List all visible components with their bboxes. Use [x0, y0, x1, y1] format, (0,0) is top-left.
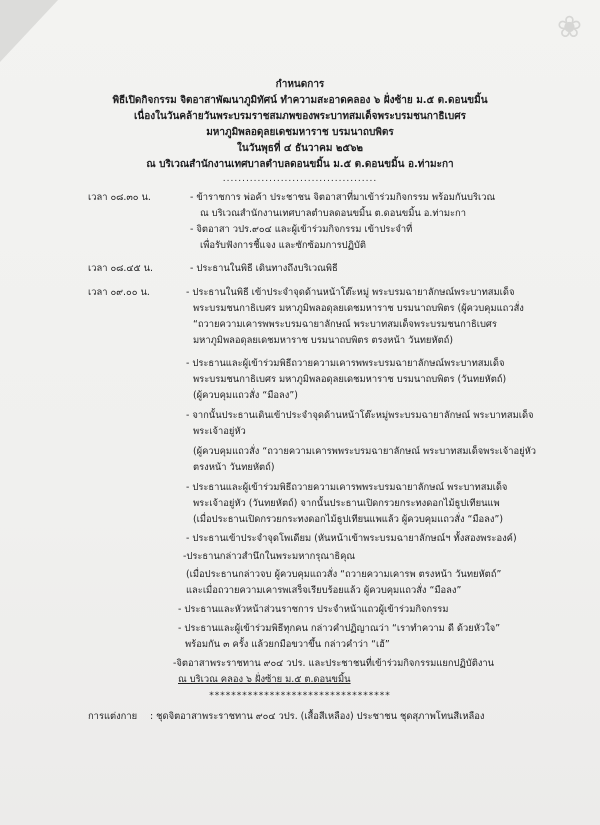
schedule-line: - ประธานและผู้เข้าร่วมพิธีถวายความเคารพพระบรมฉายาลักษณ์ พระบาทสมเด็จ [186, 482, 508, 493]
schedule-line: - ประธานและหัวหน้าส่วนราชการ ประจำหน้าแถวผู้เข้าร่วมกิจกรรม [178, 604, 449, 615]
schedule-time: เวลา ๐๘.๔๕ น. [88, 263, 153, 274]
footer-stars: ********************************* [209, 691, 391, 701]
schedule-line: (เมื่อประธานกล่าวจบ ผู้ควบคุมแถวสั่ง “ถวายความเคารพ ตรงหน้า วันทยหัตถ์” [186, 569, 502, 580]
schedule-line: มหาภูมิพลอดุลยเดชมหาราช บรมนาถบพิตร ตรงหน้า วันทยหัตถ์) [193, 335, 454, 346]
header-date: ในวันพุธที่ ๔ ธันวาคม ๒๕๖๒ [236, 143, 364, 154]
schedule-line: - ประธานในพิธี เข้าประจำจุดด้านหน้าโต๊ะหมู่ พระบรมฉายาลักษณ์พระบาทสมเด็จ [186, 287, 515, 298]
header-divider: ........................................ [222, 174, 378, 184]
schedule-line: “ถวายความเคารพพระบรมฉายาลักษณ์ พระบาทสมเด็จพระบรมชนกาธิเบศร [193, 319, 497, 330]
schedule-line: - ประธานและผู้เข้าร่วมพิธีทุกคน กล่าวคำปฏิญาณว่า “เราทำความ ดี ด้วยหัวใจ” [178, 623, 501, 634]
schedule-line: ณ บริเวณสำนักงานเทศบาลตำบลดอนขมิ้น ต.ดอนขมิ้น อ.ท่ามะกา [200, 208, 466, 219]
header-line-3: มหาภูมิพลอดุลยเดชมหาราช บรมนาถบพิตร [206, 127, 394, 138]
schedule-line: - จากนั้นประธานเดินเข้าประจำจุดด้านหน้าโต๊ะหมู่พระบรมฉายาลักษณ์ พระบาทสมเด็จ [186, 410, 534, 421]
dress-code-label: การแต่งกาย [88, 711, 138, 722]
schedule-line: พระเจ้าอยู่หัว [193, 426, 246, 437]
schedule-line: และเมื่อถวายความเคารพเสร็จเรียบร้อยแล้ว ผู้ควบคุมแถวสั่ง “มือลง” [186, 585, 462, 596]
emblem-watermark: ❀ [556, 10, 582, 45]
schedule-line: (เมื่อประธานเปิดกรวยกระทงดอกไม้ธูปเทียนแพแล้ว ผู้ควบคุมแถวสั่ง “มือลง”) [193, 514, 504, 525]
schedule-line: พระบรมชนกาธิเบศร มหาภูมิพลอดุลยเดชมหาราช บรมนาถบพิตร (วันทยหัตถ์) [193, 374, 507, 385]
schedule-line: พระเจ้าอยู่หัว (วันทยหัตถ์) จากนั้นประธานเปิดกรวยกระทงดอกไม้ธูปเทียนแพ [193, 498, 500, 509]
schedule-line: พร้อมกัน ๓ ครั้ง แล้วยกมือขวาขึ้น กล่าวคำว่า “เฮ้” [185, 639, 390, 650]
schedule-line: ตรงหน้า วันทยหัตถ์) [193, 462, 275, 473]
schedule-line: - ประธานและผู้เข้าร่วมพิธีถวายความเคารพพระบรมฉายาลักษณ์พระบาทสมเด็จ [186, 358, 505, 369]
dress-code-text: : ชุดจิตอาสาพระราชทาน ๙๐๔ วปร. (เสื้อสีเหลือง) ประชาชน ชุดสุภาพโทนสีเหลือง [150, 711, 485, 722]
header-line-1: พิธีเปิดกิจกรรม จิตอาสาพัฒนาภูมิทัศน์ ทำความสะอาดคลอง ๖ ฝั่งซ้าย ม.๕ ต.ดอนขมิ้น [112, 95, 488, 106]
schedule-line: ณ บริเวณ คลอง ๖ ฝั่งซ้าย ม.๕ ต.ดอนขมิ้น [178, 674, 351, 685]
schedule-line: - ประธานในพิธี เดินทางถึงบริเวณพิธี [190, 263, 338, 274]
header-line-2: เนื่องในวันคล้ายวันพระบรมราชสมภพของพระบาทสมเด็จพระบรมชนกาธิเบศร [134, 111, 466, 122]
folded-corner [0, 0, 58, 62]
schedule-time: เวลา ๐๙.๐๐ น. [88, 287, 150, 298]
schedule-time: เวลา ๐๘.๓๐ น. [88, 192, 151, 203]
schedule-line: (ผู้ควบคุมแถวสั่ง “ถวายความเคารพพระบรมฉายาลักษณ์ พระบาทสมเด็จพระเจ้าอยู่หัว [193, 446, 537, 457]
schedule-line: พระบรมชนกาธิเบศร มหาภูมิพลอดุลยเดชมหาราช บรมนาถบพิตร (ผู้ควบคุมแถวสั่ง [193, 303, 524, 314]
schedule-line: - ข้าราชการ พ่อค้า ประชาชน จิตอาสาที่มาเข้าร่วมกิจกรรม พร้อมกันบริเวณ [190, 192, 496, 203]
schedule-line: เพื่อรับฟังการชี้แจง และซักซ้อมการปฏิบัติ [200, 240, 366, 251]
schedule-line: - จิตอาสา วปร.๙๐๔ และผู้เข้าร่วมกิจกรรม เข้าประจำที่ [190, 224, 413, 235]
header-place: ณ บริเวณสำนักงานเทศบาลตำบลดอนขมิ้น ม.๕ ต.ดอนขมิ้น อ.ท่ามะกา [146, 159, 454, 170]
schedule-line: -จิตอาสาพระราชทาน ๙๐๔ วปร. และประชาชนที่เข้าร่วมกิจกรรมแยกปฏิบัติงาน [173, 658, 495, 669]
schedule-line: (ผู้ควบคุมแถวสั่ง “มือลง”) [193, 390, 298, 401]
schedule-line: - ประธานเข้าประจำจุดโพเดียม (หันหน้าเข้าพระบรมฉายาลักษณ์ฯ ทั้งสองพระองค์) [186, 533, 517, 544]
document-title: กำหนดการ [275, 79, 325, 90]
schedule-line: -ประธานกล่าวสำนึกในพระมหากรุณาธิคุณ [183, 551, 356, 562]
